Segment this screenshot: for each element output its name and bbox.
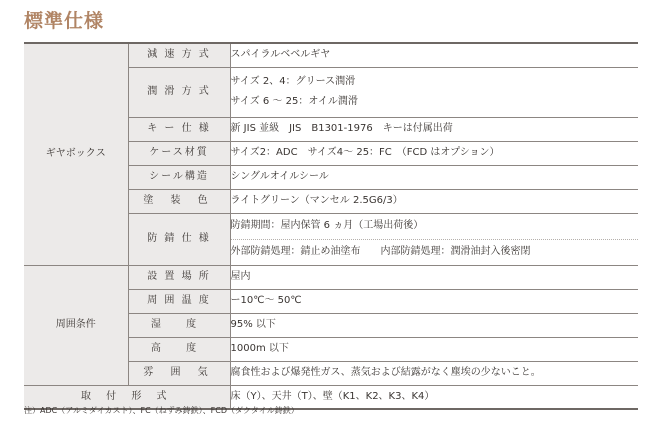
row-label: シール構造 [128, 165, 230, 189]
row-label: 周 囲 温 度 [128, 289, 230, 313]
row-label: 減 速 方 式 [128, 43, 230, 67]
row-label: ケース材質 [128, 141, 230, 165]
page-title: 標準仕様 [24, 10, 105, 32]
row-value: サイズ 2、4：グリース潤滑 サイズ 6 〜 25：オイル潤滑 [230, 67, 638, 117]
row-label: 防 錆 仕 様 [128, 213, 230, 265]
row-value: 新 JIS 並級 JIS B1301-1976 キーは付属出荷 [230, 117, 638, 141]
mounting-value: 床（Y）、天井（T）、壁（K1、K2、K3、K4） [230, 385, 638, 409]
row-label: 設 置 場 所 [128, 265, 230, 289]
mounting-label: 取 付 形 式 [24, 385, 230, 409]
row-value: 屋内 [230, 265, 638, 289]
row-value: 95% 以下 [230, 313, 638, 337]
group-ambient: 周囲条件 [24, 265, 128, 385]
footnote: 注）ADC（アルミダイカスト）、FC（ねずみ鋳鉄）、FCD（ダクタイル鋳鉄） [24, 406, 299, 415]
row-value: 防錆期間：屋内保管 6 ヵ月（工場出荷後） [230, 213, 638, 239]
row-value: ライトグリーン（マンセル 2.5G6/3） [230, 189, 638, 213]
table-row [24, 43, 638, 67]
row-label: 塗 装 色 [128, 189, 230, 213]
spec-table [24, 42, 638, 410]
group-gearbox: ギヤボックス [24, 43, 128, 265]
row-value: ー10℃〜 50℃ [230, 289, 638, 313]
row-label: 雰 囲 気 [128, 361, 230, 385]
row-value: スパイラルベベルギヤ [230, 43, 638, 67]
table-row [24, 265, 638, 289]
row-label: 湿 度 [128, 313, 230, 337]
row-label: 潤 滑 方 式 [128, 67, 230, 117]
row-value: サイズ2：ADC サイズ4〜 25：FC （FCD はオプション） [230, 141, 638, 165]
row-label: キ ー 仕 様 [128, 117, 230, 141]
row-value: 腐食性および爆発性ガス、蒸気および結露がなく塵埃の少ないこと。 [230, 361, 638, 385]
row-value: シングルオイルシール [230, 165, 638, 189]
row-value: 外部防錆処理：錆止め油塗布 内部防錆処理：潤滑油封入後密閉 [230, 239, 638, 265]
row-value: 1000m 以下 [230, 337, 638, 361]
row-label: 高 度 [128, 337, 230, 361]
